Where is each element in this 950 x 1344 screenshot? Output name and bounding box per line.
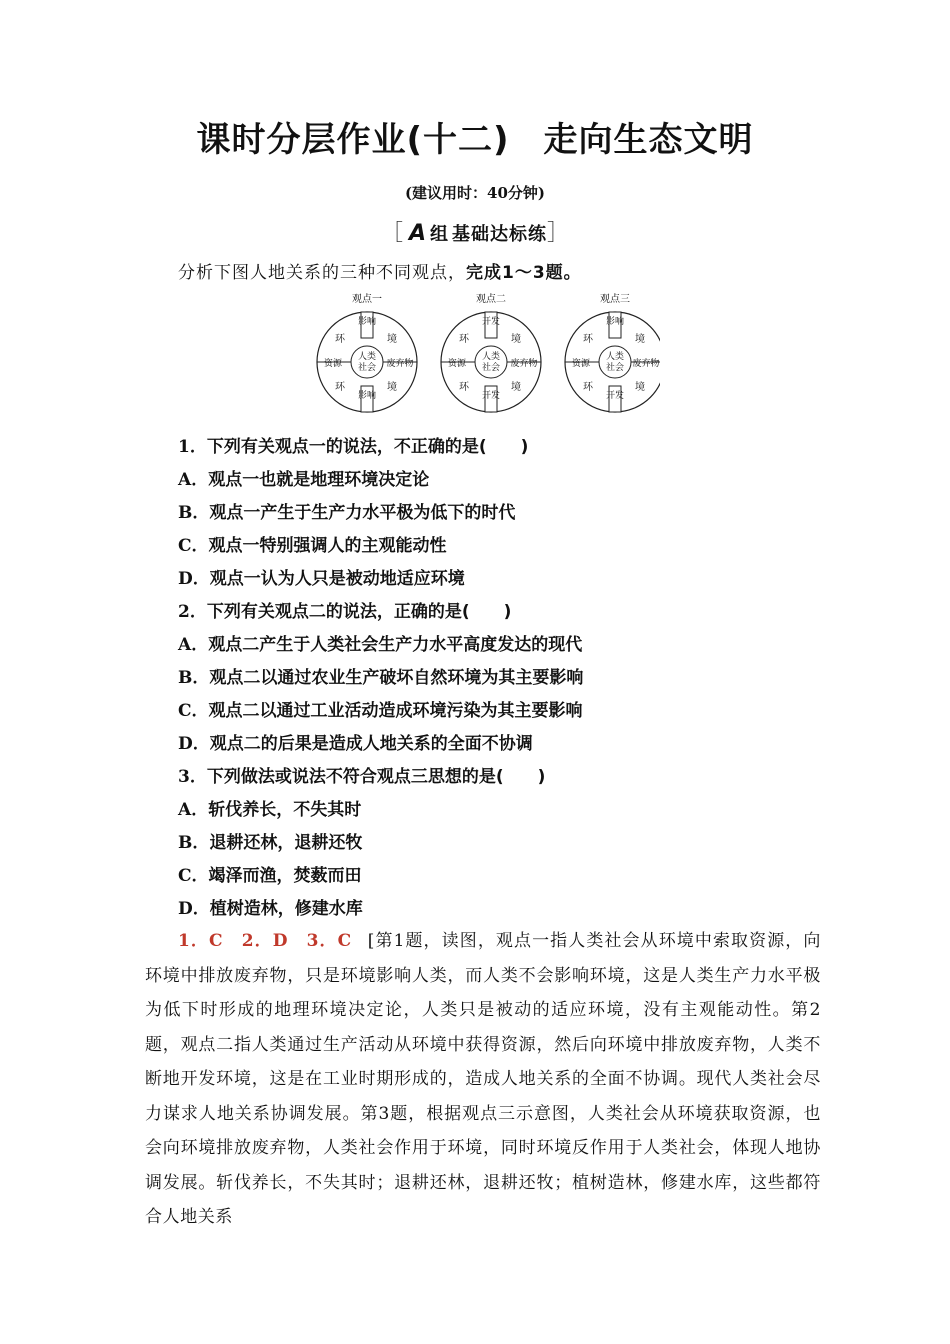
svg-text:资源: 资源: [447, 359, 467, 369]
view-1-title: 观点一: [352, 294, 382, 305]
question-1-option-c: C．观点一特别强调人的主观能动性: [178, 536, 447, 556]
view-2-center: [475, 346, 507, 378]
left-bracket-icon: ［: [380, 221, 403, 246]
svg-text:资源: 资源: [323, 359, 343, 369]
question-2-stem: 2．下列有关观点二的说法，正确的是( ): [178, 602, 512, 622]
group-name: 组: [430, 224, 449, 245]
question-3-option-b: B．退耕还林，退耕还牧: [178, 833, 363, 853]
svg-text:影响: 影响: [605, 317, 625, 327]
svg-text:开发: 开发: [481, 317, 501, 327]
svg-text:境: 境: [511, 382, 521, 393]
intro-plain: 分析下图人地关系的三种不同观点，: [178, 263, 466, 283]
view-1: [317, 292, 417, 412]
question-3-option-a: A．斩伐养长，不失其时: [178, 800, 362, 820]
svg-text:废弃物: 废弃物: [386, 359, 414, 369]
svg-text:影响: 影响: [357, 391, 377, 401]
view-2-title: 观点二: [476, 294, 506, 305]
svg-text:境: 境: [635, 334, 645, 345]
question-3-option-d: D．植树造林，修建水库: [178, 899, 363, 919]
svg-text:环: 环: [335, 334, 345, 345]
svg-text:废弃物: 废弃物: [632, 359, 660, 369]
view-1-center: [351, 346, 383, 378]
svg-text:环: 环: [459, 334, 469, 345]
group-letter: A: [408, 221, 427, 246]
group-label: 基础达标练: [452, 224, 548, 245]
svg-text:境: 境: [387, 334, 397, 345]
question-1-option-a: A．观点一也就是地理环境决定论: [178, 470, 430, 490]
view-3-title: 观点三: [600, 294, 630, 305]
svg-text:人类: 人类: [605, 352, 625, 362]
svg-text:开发: 开发: [605, 391, 625, 401]
question-1-option-b: B．观点一产生于生产力水平极为低下的时代: [178, 503, 516, 523]
svg-text:环: 环: [583, 334, 593, 345]
title-main: 课时分层作业(十二): [196, 120, 510, 160]
question-2-option-c: C．观点二以通过工业活动造成环境污染为其主要影响: [178, 701, 583, 721]
svg-text:环: 环: [459, 382, 469, 393]
svg-text:影响: 影响: [357, 317, 377, 327]
question-1-option-d: D．观点一认为人只是被动地适应环境: [178, 569, 465, 589]
svg-text:社会: 社会: [481, 363, 501, 373]
human-environment-diagram: [300, 290, 660, 420]
svg-text:境: 境: [511, 334, 521, 345]
question-3-stem: 3．下列做法或说法不符合观点三思想的是( ): [178, 767, 546, 787]
time-hint: (建议用时：40分钟): [404, 184, 546, 202]
group-header: [0, 216, 950, 247]
svg-text:人类: 人类: [357, 352, 377, 362]
svg-text:境: 境: [635, 382, 645, 393]
svg-text:环: 环: [335, 382, 345, 393]
explanation-text: [第1题，读图，观点一指人类社会从环境中索取资源，向环境中排放废弃物，只是环境影响人类，而人类不会影响环境，这是人类生产力水平极为低下时形成的地理环境决定论，人类只是被动的适应环境，没有主观能动性。第2题，观点二指人类通过生产活动从环境中获得资源，然后向环境中排放废弃物，人类不断地开发环境，这是在工业时期形成的，造成人地关系的全面不协调。现代人类社会尽力谋求人地关系协调发展。第3题，根据观点三示意图，人类社会从环境获取资源，也会向环境排放废弃物，人类社会作用于环境，同时环境反作用于人类社会，体现人地协调发展。斩伐养长，不失其时；退耕还林，退耕还牧；植树造林，修建水库，这些都符合人地关系: [145, 931, 821, 1227]
intro-bold: 完成1～3题。: [466, 263, 582, 283]
svg-text:开发: 开发: [481, 391, 501, 401]
svg-text:资源: 资源: [571, 359, 591, 369]
question-2-option-a: A．观点二产生于人类社会生产力水平高度发达的现代: [178, 635, 583, 655]
answer-explanation: [145, 924, 821, 1235]
view-2: [441, 292, 541, 412]
question-1-stem: 1．下列有关观点一的说法，不正确的是( ): [178, 437, 529, 457]
question-2-option-b: B．观点二以通过农业生产破坏自然环境为其主要影响: [178, 668, 584, 688]
svg-text:社会: 社会: [357, 363, 377, 373]
svg-text:人类: 人类: [481, 352, 501, 362]
svg-text:社会: 社会: [605, 363, 625, 373]
view-3-center: [599, 346, 631, 378]
page-title: [0, 112, 950, 161]
answer-keys: 1．C 2．D 3．C: [178, 931, 352, 951]
svg-text:环: 环: [583, 382, 593, 393]
title-sub: 走向生态文明: [543, 120, 754, 160]
intro-text: [178, 258, 582, 283]
svg-text:废弃物: 废弃物: [510, 359, 538, 369]
svg-text:境: 境: [387, 382, 397, 393]
view-3: [565, 292, 660, 412]
right-bracket-icon: ］: [547, 221, 570, 246]
question-2-option-d: D．观点二的后果是造成人地关系的全面不协调: [178, 734, 533, 754]
question-3-option-c: C．竭泽而渔，焚薮而田: [178, 866, 362, 886]
